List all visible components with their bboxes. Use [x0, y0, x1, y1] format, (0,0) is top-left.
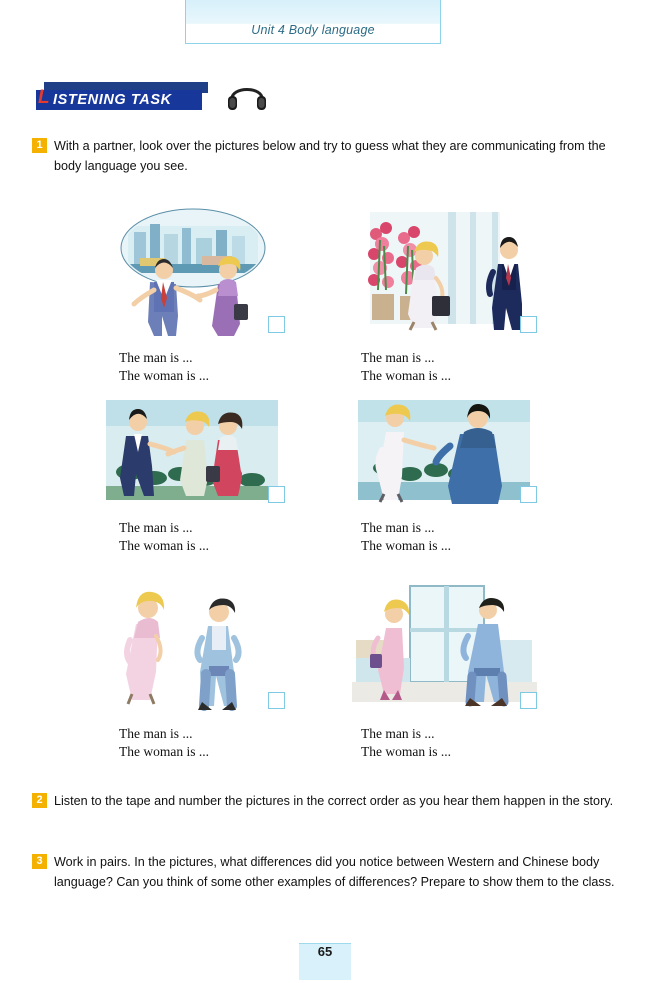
picture-6-image	[352, 580, 537, 715]
exercise-1-text: With a partner, look over the pictures below and try to guess what they are communicating from the body language you see.	[54, 139, 606, 173]
exercise-1-number: 1	[32, 138, 47, 153]
exercise-3	[32, 852, 618, 892]
exercise-2-number: 2	[32, 793, 47, 808]
picture-3-caption-woman: The woman is ...	[119, 538, 209, 553]
exercise-2-text: Listen to the tape and number the pictures in the correct order as you hear them happen in the story.	[54, 794, 614, 808]
picture-2-image	[352, 204, 537, 339]
picture-1-checkbox[interactable]	[268, 316, 285, 333]
headphones-icon	[226, 78, 268, 112]
picture-3-image	[100, 394, 285, 509]
picture-1-image	[110, 204, 285, 339]
page-number: 65	[317, 944, 333, 959]
picture-1-caption-man: The man is ...	[119, 350, 193, 365]
picture-6[interactable]	[352, 580, 547, 770]
picture-5[interactable]	[110, 580, 305, 770]
picture-4-caption-man: The man is ...	[361, 520, 435, 535]
picture-5-image	[110, 580, 285, 715]
picture-6-caption-woman: The woman is ...	[361, 744, 451, 759]
exercise-3-text: Work in pairs. In the pictures, what differences did you notice between Western and Chinese body language? Can you think of some other examples of differences? Prepare to show them to the class.	[54, 855, 615, 889]
picture-4[interactable]	[352, 394, 547, 584]
picture-6-caption-man: The man is ...	[361, 726, 435, 741]
banner-initial-letter: L	[38, 87, 50, 108]
running-head-text: Unit 4 Body language	[251, 23, 375, 37]
picture-2[interactable]	[352, 204, 547, 394]
picture-5-caption-woman: The woman is ...	[119, 744, 209, 759]
exercise-1	[32, 136, 618, 176]
banner-label: ISTENING TASK	[53, 92, 172, 108]
picture-5-checkbox[interactable]	[268, 692, 285, 709]
picture-2-caption-woman: The woman is ...	[361, 368, 451, 383]
picture-4-checkbox[interactable]	[520, 486, 537, 503]
picture-3[interactable]	[100, 394, 295, 584]
exercise-2	[32, 791, 618, 811]
picture-6-checkbox[interactable]	[520, 692, 537, 709]
picture-3-caption-man: The man is ...	[119, 520, 193, 535]
picture-1-caption-woman: The woman is ...	[119, 368, 209, 383]
picture-3-checkbox[interactable]	[268, 486, 285, 503]
picture-4-image	[352, 394, 537, 509]
picture-2-caption-man: The man is ...	[361, 350, 435, 365]
picture-grid	[0, 190, 650, 790]
picture-1[interactable]	[110, 204, 295, 394]
running-head	[185, 0, 441, 44]
listening-task-banner	[36, 82, 208, 108]
exercise-3-number: 3	[32, 854, 47, 869]
picture-5-caption-man: The man is ...	[119, 726, 193, 741]
picture-2-checkbox[interactable]	[520, 316, 537, 333]
picture-4-caption-woman: The woman is ...	[361, 538, 451, 553]
